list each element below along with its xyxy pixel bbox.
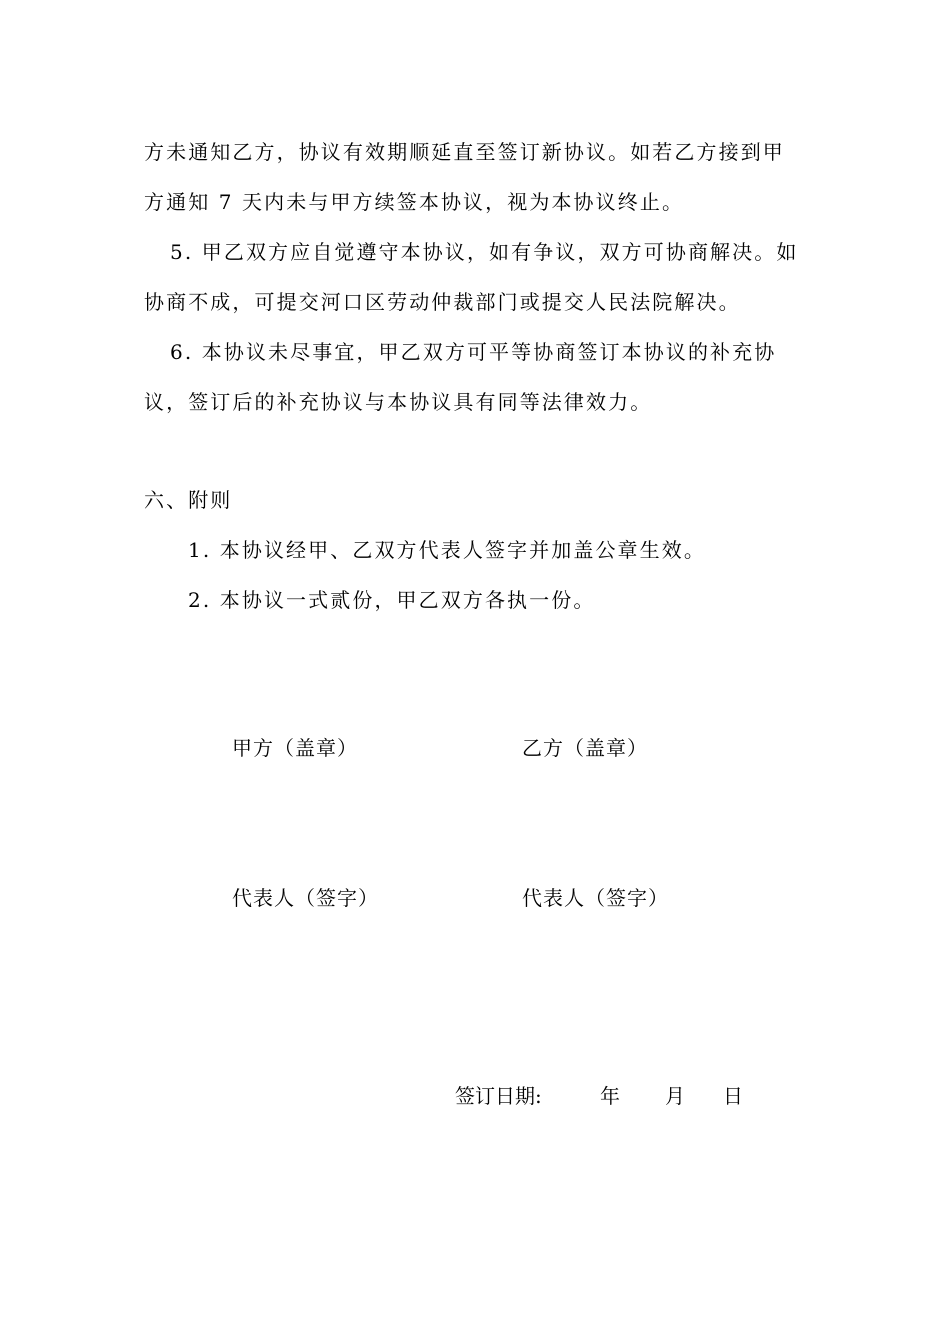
party-a-representative-label: 代表人（签字）: [232, 886, 379, 910]
appendix-item-1: 1. 本协议经甲、乙双方代表人签字并加盖公章生效。: [188, 538, 706, 562]
paragraph-line: 方通知 7 天内未与甲方续签本协议，视为本协议终止。: [144, 190, 685, 214]
appendix-item-2: 2. 本协议一式贰份，甲乙双方各执一份。: [188, 588, 596, 612]
clause-5: 5. 甲乙双方应自觉遵守本协议，如有争议，双方可协商解决。如: [170, 240, 799, 264]
date-day: 日: [723, 1084, 743, 1108]
party-a-seal-label: 甲方（盖章）: [232, 736, 358, 760]
paragraph-line: 协商不成，可提交河口区劳动仲裁部门或提交人民法院解决。: [144, 290, 741, 314]
signing-date-label: 签订日期:: [455, 1084, 542, 1108]
date-year: 年: [600, 1084, 620, 1108]
party-b-representative-label: 代表人（签字）: [522, 886, 669, 910]
section-heading: 六、附则: [144, 488, 233, 512]
clause-6: 6. 本协议未尽事宜，甲乙双方可平等协商签订本协议的补充协: [170, 340, 777, 364]
date-month: 月: [665, 1084, 685, 1108]
paragraph-line: 方未通知乙方，协议有效期顺延直至签订新协议。如若乙方接到甲: [144, 140, 785, 164]
party-b-seal-label: 乙方（盖章）: [522, 736, 648, 760]
paragraph-line: 议，签订后的补充协议与本协议具有同等法律效力。: [144, 390, 653, 414]
